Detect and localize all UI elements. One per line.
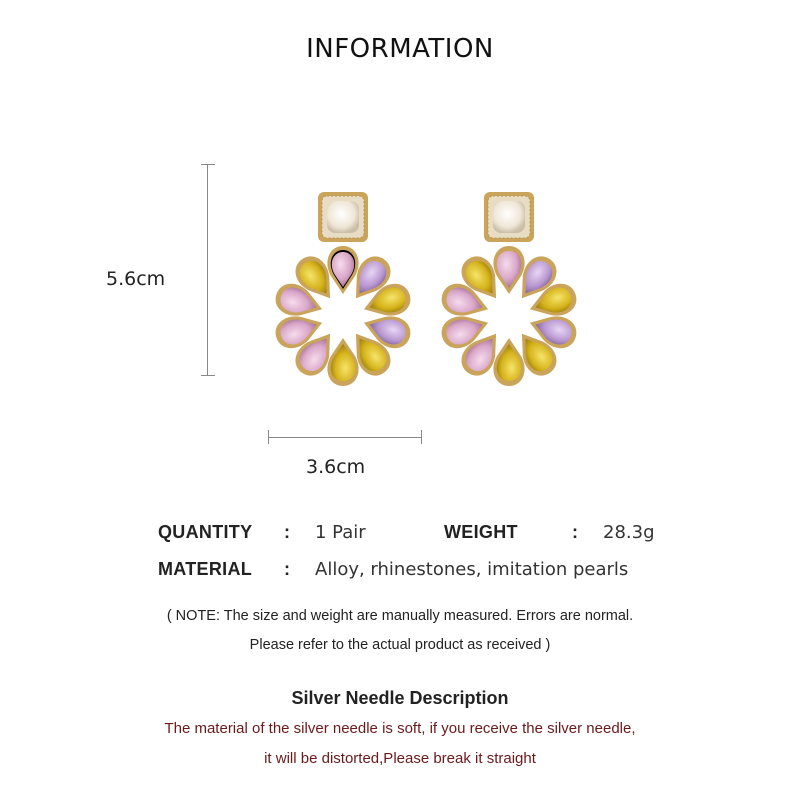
silver-needle-title: Silver Needle Description <box>291 688 509 708</box>
material-separator: : <box>284 559 290 579</box>
material-value: Alloy, rhinestones, imitation pearls <box>315 559 629 580</box>
note-line-2: Please refer to the actual product as received ) <box>249 637 551 653</box>
weight-value: 28.3g <box>603 522 655 543</box>
silver-needle-line-2: it will be distorted,Please break it straight <box>264 750 536 767</box>
quantity-value: 1 Pair <box>315 522 366 543</box>
quantity-separator: : <box>284 522 290 542</box>
width-dimension-line <box>268 430 422 444</box>
weight-separator: : <box>572 522 578 542</box>
height-dimension-line <box>201 164 215 376</box>
width-dimension-label: 3.6cm <box>306 456 366 478</box>
height-dimension-label: 5.6cm <box>106 268 166 290</box>
weight-label: WEIGHT <box>444 522 518 542</box>
quantity-label: QUANTITY <box>158 522 253 542</box>
page-title: INFORMATION <box>306 34 494 64</box>
silver-needle-line-1: The material of the silver needle is soft, if you receive the silver needle, <box>164 720 636 737</box>
note-line-1: ( NOTE: The size and weight are manually measured. Errors are normal. <box>166 608 634 624</box>
earring-image-right <box>424 186 594 386</box>
earring-image-left <box>258 186 428 386</box>
material-label: MATERIAL <box>158 559 253 579</box>
